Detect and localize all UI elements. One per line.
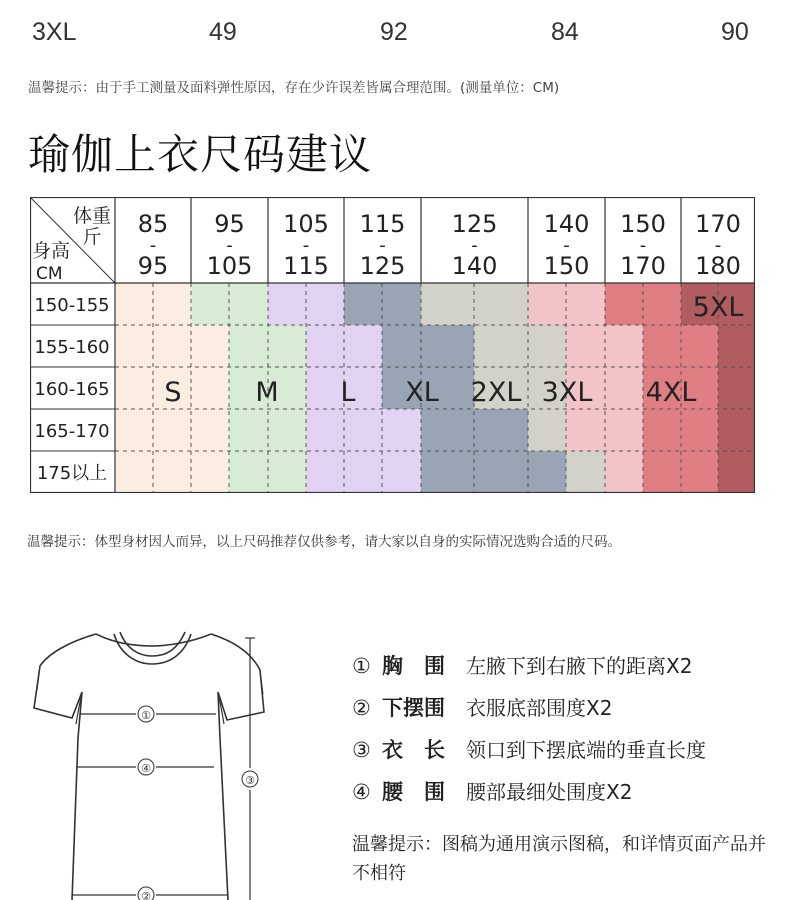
weight-range-dash: -	[379, 235, 386, 256]
size-label-2XL: 2XL	[470, 377, 522, 408]
legend-description: 左腋下到右腋下的距离X2	[466, 654, 693, 678]
size-cell-L	[344, 451, 382, 493]
height-range: 160-165	[34, 379, 110, 400]
size-cell-S	[115, 451, 153, 493]
size-cell-4XL	[643, 325, 681, 367]
cell-size: 3XL	[32, 18, 77, 46]
size-cell-S	[115, 283, 153, 325]
weight-range-top: 140	[543, 210, 590, 238]
size-cell-XL	[382, 283, 421, 325]
size-cell-L	[306, 283, 344, 325]
legend-description: 领口到下摆底端的垂直长度	[466, 738, 706, 762]
size-cell-M	[191, 283, 229, 325]
legend-number: ①	[352, 654, 371, 678]
size-label-XL: XL	[405, 377, 439, 408]
weight-range-dash: -	[563, 235, 570, 256]
cell-value: 90	[721, 18, 749, 46]
cell-value: 92	[380, 18, 408, 46]
size-chart-grid	[30, 197, 755, 493]
size-cell-M	[268, 451, 306, 493]
weight-range-top: 150	[620, 210, 666, 238]
measurement-legend	[352, 650, 772, 818]
size-cell-5XL	[718, 451, 755, 493]
height-range: 165-170	[34, 421, 110, 442]
image-note: 温馨提示：图稿为通用演示图稿，和详情页面产品并不相符	[352, 834, 766, 884]
size-cell-3XL	[566, 409, 605, 451]
measure-note: 温馨提示：由于手工测量及面料弹性原因，存在少许误差皆属合理范围。(测量单位：CM)	[28, 80, 560, 96]
size-cell-S	[191, 367, 229, 409]
weight-range-bottom: 105	[206, 252, 253, 280]
legend-name: 衣 长	[382, 738, 445, 762]
weight-range-dash: -	[714, 235, 722, 256]
size-cell-L	[268, 283, 306, 325]
marker-length: ③	[245, 774, 255, 787]
weight-range-bottom: 170	[620, 252, 666, 280]
header-height-unit: CM	[36, 264, 63, 284]
size-cell-XL	[344, 283, 382, 325]
size-label-S: S	[164, 377, 182, 408]
size-cell-2XL	[528, 325, 566, 367]
size-label-3XL: 3XL	[541, 377, 593, 408]
weight-range-top: 95	[214, 210, 245, 238]
size-cell-2XL	[421, 283, 474, 325]
size-cell-5XL	[718, 325, 755, 367]
size-cell-S	[115, 367, 153, 409]
legend-name: 下摆围	[382, 696, 445, 720]
size-cell-M	[268, 409, 306, 451]
cell-value: 49	[209, 18, 237, 46]
size-cell-4XL	[681, 325, 718, 367]
legend-number: ②	[352, 696, 371, 720]
legend-number: ④	[352, 780, 371, 804]
size-cell-L	[306, 367, 344, 409]
size-label-5XL: 5XL	[692, 292, 744, 323]
size-cell-3XL	[528, 283, 566, 325]
size-cell-2XL	[474, 283, 528, 325]
size-cell-2XL	[566, 451, 605, 493]
legend-name: 胸 围	[382, 654, 445, 678]
weight-range-bottom: 125	[359, 252, 406, 280]
header-weight-label: 体重	[72, 205, 112, 227]
fit-note: 温馨提示：体型身材因人而异，以上尺码推荐仅供参考，请大家以自身的实际情况选购合适的尺码。	[27, 534, 621, 550]
size-cell-L	[382, 409, 421, 451]
weight-range-bottom: 180	[695, 252, 741, 280]
weight-range-dash: -	[639, 235, 647, 256]
height-range: 150-155	[34, 295, 110, 316]
size-cell-XL	[382, 325, 421, 367]
size-cell-M	[229, 283, 268, 325]
weight-range-dash: -	[149, 235, 157, 256]
size-cell-4XL	[643, 451, 681, 493]
size-cell-L	[344, 409, 382, 451]
size-cell-3XL	[566, 325, 605, 367]
tshirt-diagram	[28, 620, 278, 900]
size-cell-4XL	[681, 451, 718, 493]
size-cell-M	[229, 451, 268, 493]
size-cell-S	[115, 409, 153, 451]
weight-range-bottom: 150	[543, 252, 590, 280]
height-range: 155-160	[34, 337, 110, 358]
legend-item-length	[352, 734, 772, 776]
legend-description: 腰部最细处围度X2	[466, 780, 633, 804]
size-cell-XL	[528, 451, 566, 493]
legend-name: 腰 围	[382, 780, 445, 804]
weight-range-top: 170	[695, 210, 741, 238]
marker-chest: ①	[141, 709, 151, 722]
size-cell-L	[306, 325, 344, 367]
size-cell-XL	[421, 409, 474, 451]
size-cell-S	[153, 451, 191, 493]
size-cell-XL	[474, 451, 528, 493]
size-cell-3XL	[605, 451, 643, 493]
size-cell-M	[229, 409, 268, 451]
cell-value: 84	[551, 18, 579, 46]
weight-range-dash: -	[302, 235, 310, 256]
size-label-L: L	[340, 377, 356, 408]
size-cell-5XL	[718, 367, 755, 409]
weight-range-bottom: 115	[283, 252, 329, 280]
size-cell-S	[153, 409, 191, 451]
size-cell-L	[306, 409, 344, 451]
weight-range-top: 85	[137, 210, 169, 238]
size-cell-L	[306, 451, 344, 493]
size-cell-L	[382, 451, 421, 493]
size-cell-3XL	[605, 367, 643, 409]
weight-range-top: 125	[451, 210, 498, 238]
size-cell-2XL	[528, 409, 566, 451]
weight-range-top: 115	[359, 210, 406, 238]
size-label-4XL: 4XL	[645, 377, 697, 408]
size-cell-M	[268, 325, 306, 367]
size-cell-XL	[474, 409, 528, 451]
header-weight-unit: 斤	[82, 226, 102, 248]
size-cell-M	[229, 325, 268, 367]
weight-range-bottom: 140	[451, 252, 498, 280]
size-cell-S	[153, 325, 191, 367]
size-cell-4XL	[643, 409, 681, 451]
weight-range-dash: -	[471, 235, 478, 256]
height-range: 175以上	[36, 463, 108, 484]
size-cell-S	[115, 325, 153, 367]
size-cell-S	[191, 451, 229, 493]
size-label-M: M	[255, 377, 279, 408]
weight-range-top: 105	[283, 210, 329, 238]
header-height-label: 身高	[32, 240, 71, 262]
size-cell-3XL	[605, 409, 643, 451]
marker-waist: ④	[141, 762, 151, 775]
legend-item-waist	[352, 776, 772, 818]
previous-table-row	[0, 18, 790, 52]
page-title: 瑜伽上衣尺码建议	[28, 130, 373, 179]
size-cell-XL	[421, 325, 474, 367]
size-cell-4XL	[681, 409, 718, 451]
legend-item-hem	[352, 692, 772, 734]
size-cell-S	[191, 325, 229, 367]
size-cell-S	[153, 283, 191, 325]
marker-hem: ②	[141, 890, 151, 900]
size-cell-L	[344, 325, 382, 367]
size-cell-XL	[421, 451, 474, 493]
size-cell-S	[191, 409, 229, 451]
legend-description: 衣服底部围度X2	[466, 696, 613, 720]
legend-item-chest	[352, 650, 772, 692]
size-cell-3XL	[605, 325, 643, 367]
legend-number: ③	[352, 738, 371, 762]
size-cell-4XL	[605, 283, 643, 325]
size-cell-5XL	[718, 409, 755, 451]
size-cell-4XL	[643, 283, 681, 325]
weight-range-bottom: 95	[137, 252, 169, 280]
size-cell-3XL	[566, 283, 605, 325]
weight-range-dash: -	[226, 235, 233, 256]
size-cell-2XL	[474, 325, 528, 367]
